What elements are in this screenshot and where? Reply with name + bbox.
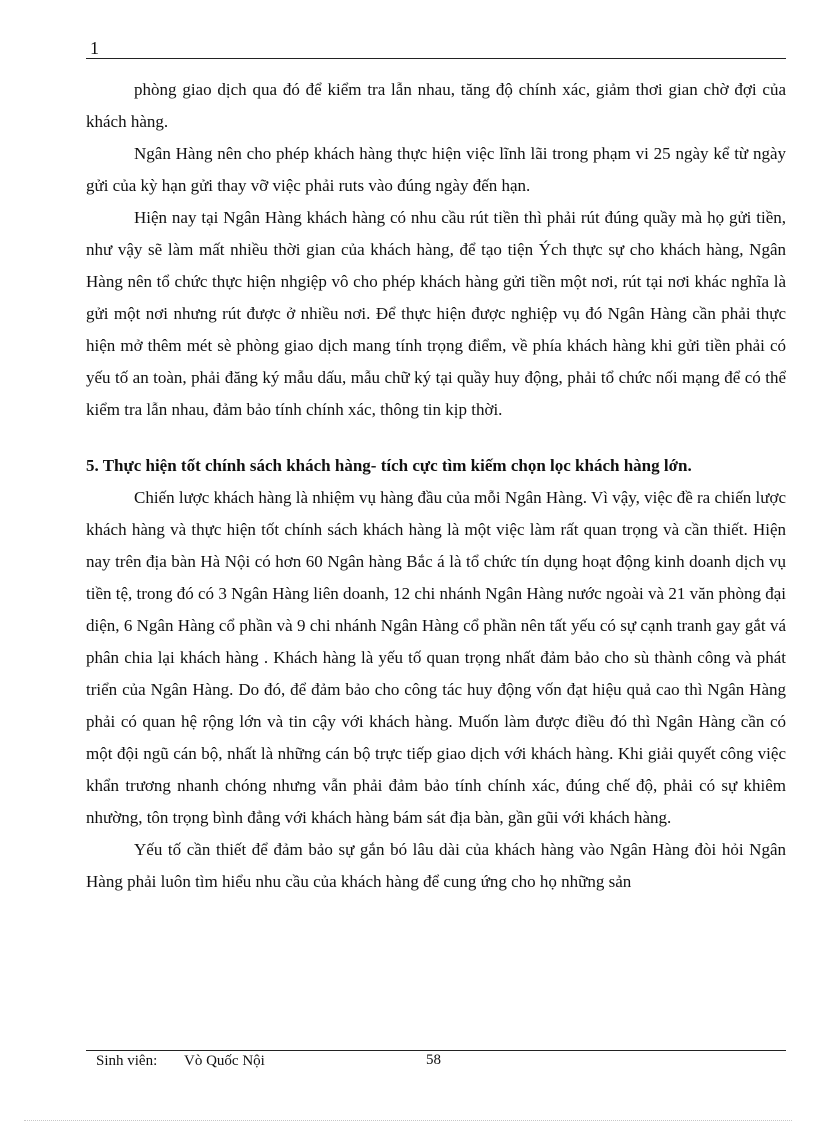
paragraph-4: Chiến lược khách hàng là nhiệm vụ hàng đầu của mỗi Ngân Hàng. Vì vậy, việc đề ra chiến lược khách hàng và thực hiện tốt chính sách khách hàng là một việc làm rất quan trọng và cần thiết. Hiện nay trên địa bàn Hà Nội có hơn 60 Ngân hàng Bắc á là tổ chức tín dụng hoạt động kinh doanh dịch vụ tiền tệ, trong đó có 3 Ngân Hàng liên doanh, 12 chi nhánh Ngân Hàng nước ngoài và 21 văn phòng đại diện, 6 Ngân Hàng cổ phần và 9 chi nhánh Ngân Hàng cổ phần nên tất yếu có sự cạnh tranh gay gắt vá phân chia lại khách hàng . Khách hàng là yếu tố quan trọng nhất đảm bảo cho sù thành công và phát triển của Ngân Hàng. Do đó, để đảm bảo cho công tác huy động vốn đạt hiệu quả cao thì Ngân Hàng phải có quan hệ rộng lớn và tin cậy với khách hàng. Muốn làm được điều đó thì Ngân Hàng cần có một đội ngũ cán bộ, nhất là những cán bộ trực tiếp giao dịch với khách hàng. Khi giải quyết công việc khẩn trương nhanh chóng nhưng vẫn phải đảm bảo tính chính xác, đúng chế độ, phải có sự khiêm nhường, tôn trọng bình đẳng với khách hàng bám sát địa bàn, gần gũi với khách hàng.: [86, 488, 786, 827]
page-edge-divider: [24, 1120, 792, 1121]
header-rule: [86, 58, 786, 59]
paragraph-3: Hiện nay tại Ngân Hàng khách hàng có nhu cầu rút tiền thì phải rút đúng quầy mà họ gửi tiền, như vậy sẽ làm mất nhiều thời gian của khách hàng, để tạo tiện Ých thực sự cho khách hàng, Ngân Hàng nên tổ chức thực hiện nhgiệp vô cho phép khách hàng gửi tiền một nơi, rút tại nơi khác nghĩa là gửi một nơi nhưng rút được ở nhiều nơi. Để thực hiện được nghiệp vụ đó Ngân Hàng cần phải thực hiện mở thêm mét sè phòng giao dịch mang tính trọng điểm, về phía khách hàng khi gửi tiền phải có yếu tố an toàn, phải đăng ký mẫu dấu, mẫu chữ ký tại quầy huy động, phải tổ chức nối mạng để có thể kiểm tra lẫn nhau, đảm bảo tính chính xác, thông tin kịp thời.: [86, 208, 786, 419]
footer-student-label: Sinh viên:: [96, 1053, 158, 1069]
paragraph-2: Ngân Hàng nên cho phép khách hàng thực hiện việc lĩnh lãi trong phạm vi 25 ngày kể từ ngày gửi của kỳ hạn gửi thay vỡ việc phải ruts vào đúng ngày đến hạn.: [86, 144, 786, 195]
header-page-number: 1: [90, 38, 99, 58]
paragraph-5: Yếu tố cần thiết để đảm bảo sự gắn bó lâu dài của khách hàng vào Ngân Hàng đòi hỏi Ngân Hàng phải luôn tìm hiểu nhu cầu của khách hàng để cung ứng cho họ những sản: [86, 840, 786, 891]
footer-page-number: 58: [426, 1052, 441, 1068]
paragraph-1: phòng giao dịch qua đó để kiểm tra lẫn nhau, tăng độ chính xác, giảm thơi gian chờ đợi của khách hàng.: [86, 80, 786, 131]
section-heading: 5. Thực hiện tốt chính sách khách hàng- tích cực tìm kiếm chọn lọc khách hàng lớn.: [86, 456, 692, 475]
body-text: [86, 74, 786, 898]
footer-student-name: Vò Quốc Nội: [184, 1053, 265, 1069]
footer-rule: [86, 1050, 786, 1051]
